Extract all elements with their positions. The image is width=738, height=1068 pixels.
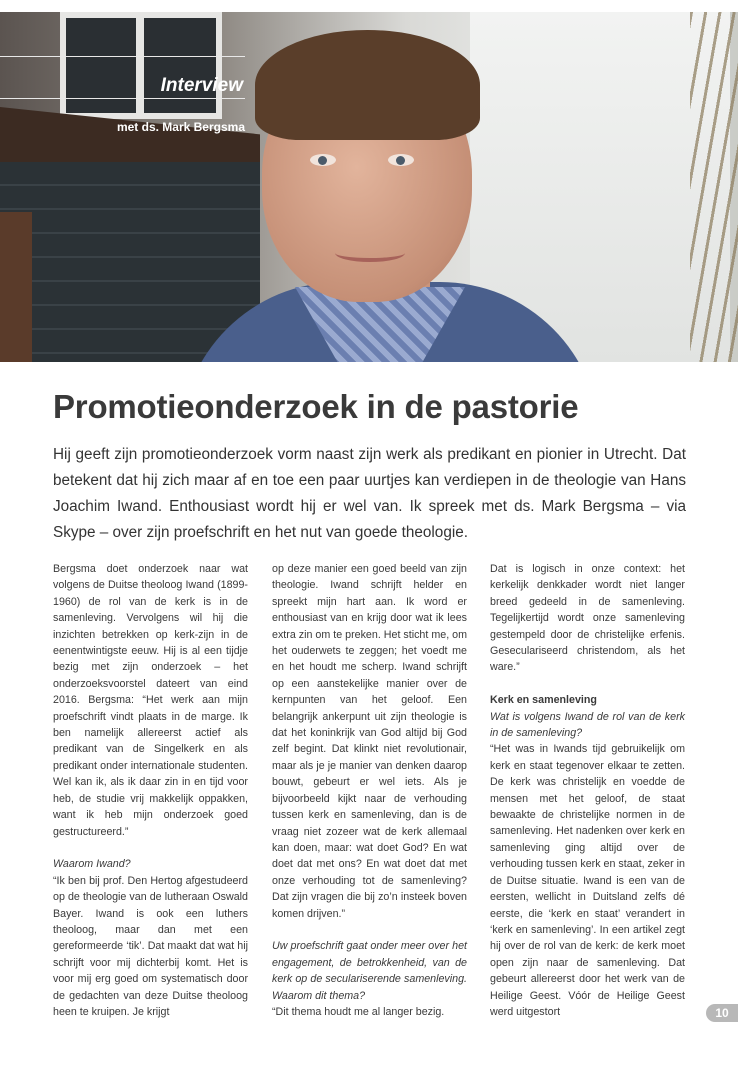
hero-divider-bottom	[0, 98, 245, 99]
portrait-mouth	[335, 244, 405, 262]
interview-question: Wat is volgens Iwand de rol van de kerk in de samenleving?	[490, 710, 685, 740]
shed-wall	[0, 162, 260, 362]
portrait-hair	[255, 30, 480, 140]
paragraph: op deze manier een goed beeld van zijn theologie. Iwand schrijft helder en spreekt mijn hart aan. Ik word er enthousiast van en krijg door wat ik lees extra zin om te preken. Het sticht me, om het ouderwets te zeggen; het voedt me en het houdt me scherp. Iwand schrijft op een aanstekelijke manier over de kernpunten van het geloof. Een belangrijk ankerpunt uit zijn theologie is dat het koninkrijk van God altijd bij God zelf begint. Dat klinkt niet revolutionair, maar als je je manier van denken daarop bouwt, gebeurt er wel iets. Als je bijvoorbeeld kijkt naar de verhouding tussen kerk en samenleving, dan is de vraag niet zozeer wat de kerk allemaal kan doen, maar: wat doet God? En wat doet dat met ons? En wat doet dat met onze verhouding tot de samenleving? Dat zijn vragen die bij zo’n insteek boven komen drijven.”	[272, 563, 467, 920]
background-window	[60, 12, 222, 119]
section-sublabel: met ds. Mark Bergsma	[116, 120, 245, 134]
paragraph: Dat is logisch in onze context: het kerkelijk denkkader wordt niet langer breed gedeeld in de samenleving. Tegelijkertijd wordt onze samenleving gestempeld door de christelijke erfenis. Geseculariseerd christendom, als het ware.”	[490, 563, 685, 674]
paragraph: “Het was in Iwands tijd gebruikelijk om kerk en staat tegenover elkaar te zetten. De kerk was christelijk en voedde de mensen met het geloof, de staat bewaakte de christelijke normen in de samenleving. Het nadenken over kerk en samenleving ging altijd over de verhouding tussen kerk en staat, zeker in de Duitse situatie. Iwand is een van de eersten, wellicht in Duitsland zelfs dé eerste, die ‘kerk en staat’ verandert in ‘kerk en samenleving’. In een artikel zegt hij over de rol van de kerk: de kerk moet open zijn naar de samenleving. Dat gebeurt allereerst door het werk van de Heilige Geest. Vóór de Heilige Geest werd uitgestort	[490, 743, 685, 1018]
hero-divider-top	[0, 56, 245, 57]
page-number: 10	[706, 1004, 738, 1022]
background-tree	[690, 12, 738, 362]
shed-door	[0, 212, 32, 362]
portrait-eye-right	[388, 154, 414, 166]
article-headline: Promotieonderzoek in de pastorie	[53, 388, 579, 425]
portrait-eye-left	[310, 154, 336, 166]
paragraph: Bergsma doet onderzoek naar wat volgens de Duitse theoloog Iwand (1899-1960) de rol van de kerk is in de samenleving. Vervolgens wil hij die inzichten betrekken op kerk-zijn in de eenentwintigste eeuw. Hij is al een tijdje bezig met zijn onderzoek – het onderzoeksvoorstel dateert van eind 2016. Bergsma: “Het werk aan mijn proefschrift vindt plaats in de marge. Ik ben namelijk allereerst actief als predikant van de Singelkerk en als predikant onder internationale studenten. Wel kan ik, als ik daar zin in en tijd voor heb, de studie vrij makkelijk oppakken, want ik heb mijn onderzoek goed gestructureerd.”	[53, 563, 248, 838]
hero-photo	[0, 12, 738, 362]
section-label: Interview	[160, 75, 243, 96]
interview-question: Uw proefschrift gaat onder meer over het engagement, de betrokkenheid, van de kerk op de seculariserende samenleving. Waarom dit thema?	[272, 940, 467, 1002]
article-lead: Hij geeft zijn promotieonderzoek vorm naast zijn werk als predikant en pionier in Utrecht. Dat betekent dat hij zich maar af en toe een paar uurtjes kan verdiepen in de theologie van Hans Joachim Iwand. Enthousiast wordt hij er wel van. Ik spreek met ds. Mark Bergsma – via Skype – over zijn proefschrift en het nut van goede theologie.	[53, 446, 686, 541]
article-column-1	[53, 561, 248, 1020]
paragraph: “Ik ben bij prof. Den Hertog afgestudeerd op de theologie van de lutheraan Oswald Bayer. Iwand is ook een luthers theoloog, maar dan met een gereformeerde ‘tik’. Dat maakt dat wat hij schrijft voor mij dichterbij komt. Het is voor mij erg goed om systematisch door de gedachten van deze Duitse theoloog heen te kruipen. Je krijgt	[53, 874, 248, 1018]
article-column-2	[272, 561, 467, 1020]
subheading: Kerk en samenleving	[490, 694, 597, 707]
interview-question: Waarom Iwand?	[53, 858, 131, 871]
article-column-3	[490, 561, 685, 1020]
paragraph: “Dit thema houdt me al langer bezig.	[272, 1005, 445, 1018]
